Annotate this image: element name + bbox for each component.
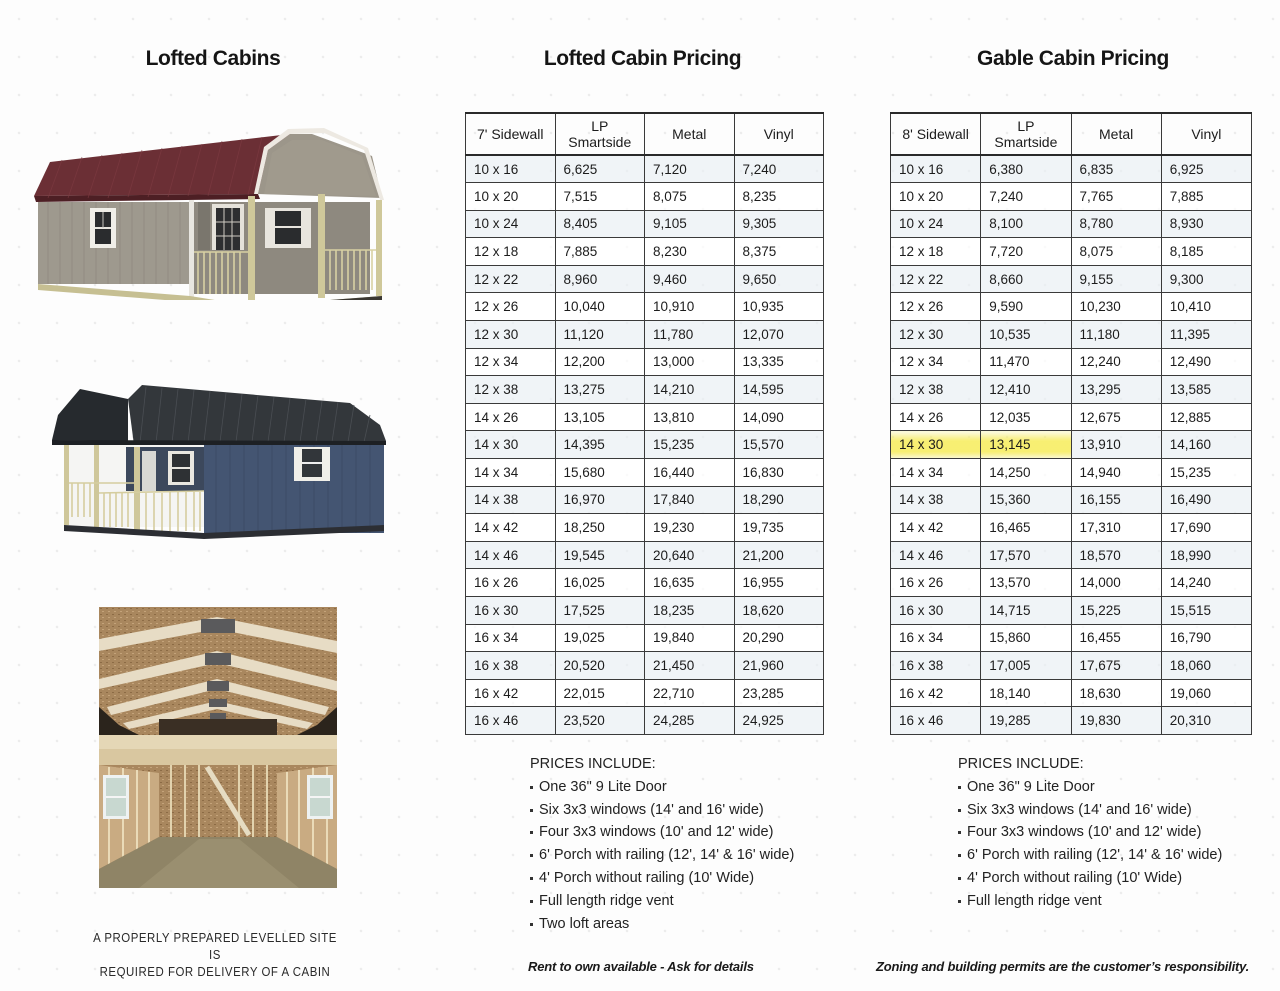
metal-price: 16,635 — [645, 569, 735, 597]
size-cell: 16 x 38 — [466, 652, 556, 680]
size-cell: 10 x 16 — [891, 155, 981, 183]
vinyl-price: 18,290 — [734, 486, 824, 514]
vinyl-price: 23,285 — [734, 679, 824, 707]
metal-price: 14,210 — [645, 376, 735, 404]
includes-list — [530, 776, 794, 936]
header-metal: Metal — [645, 113, 735, 155]
header-smartside: Smartside — [568, 134, 632, 150]
table-row — [891, 376, 1252, 404]
lp-smartside-price: 16,970 — [555, 486, 645, 514]
lp-smartside-price: 10,535 — [981, 321, 1071, 349]
table-row — [891, 210, 1252, 238]
size-cell: 14 x 34 — [466, 459, 556, 487]
includes-item: Six 3x3 windows (14' and 16' wide) — [530, 799, 794, 822]
size-cell: 16 x 46 — [891, 707, 981, 735]
lp-smartside-price: 6,625 — [555, 155, 645, 183]
lp-smartside-price: 17,525 — [555, 597, 645, 625]
table-row — [466, 541, 824, 569]
metal-price: 8,075 — [645, 183, 735, 211]
size-cell: 14 x 26 — [891, 403, 981, 431]
metal-price: 16,440 — [645, 459, 735, 487]
size-cell: 12 x 30 — [891, 321, 981, 349]
vinyl-price: 16,955 — [734, 569, 824, 597]
table-header-row — [891, 113, 1252, 155]
table-row — [466, 348, 824, 376]
vinyl-price: 18,620 — [734, 597, 824, 625]
metal-price: 9,155 — [1071, 265, 1161, 293]
vinyl-price: 8,375 — [734, 238, 824, 266]
vinyl-price: 12,490 — [1161, 348, 1251, 376]
vinyl-price: 12,885 — [1161, 403, 1251, 431]
table-row — [891, 431, 1252, 459]
lofted-pricing-table — [465, 112, 824, 735]
lp-smartside-price: 15,680 — [555, 459, 645, 487]
metal-price: 16,155 — [1071, 486, 1161, 514]
lofted-table-body — [466, 155, 824, 734]
size-cell: 14 x 38 — [466, 486, 556, 514]
table-row — [466, 679, 824, 707]
vinyl-price: 16,490 — [1161, 486, 1251, 514]
size-cell: 12 x 34 — [466, 348, 556, 376]
lofted-cabin-blue-image — [50, 375, 386, 540]
size-cell: 12 x 18 — [891, 238, 981, 266]
lp-smartside-price: 19,025 — [555, 624, 645, 652]
metal-price: 14,000 — [1071, 569, 1161, 597]
lp-smartside-price: 8,405 — [555, 210, 645, 238]
size-cell: 16 x 42 — [466, 679, 556, 707]
zoning-permits-note: Zoning and building permits are the customer’s responsibility. — [876, 959, 1250, 974]
table-row — [466, 376, 824, 404]
includes-item: Full length ridge vent — [530, 890, 794, 913]
lp-smartside-price: 16,025 — [555, 569, 645, 597]
table-row — [891, 459, 1252, 487]
size-cell: 12 x 18 — [466, 238, 556, 266]
size-cell: 10 x 16 — [466, 155, 556, 183]
lp-smartside-price: 17,570 — [981, 541, 1071, 569]
size-cell: 12 x 22 — [466, 265, 556, 293]
table-row — [891, 569, 1252, 597]
table-row — [891, 597, 1252, 625]
lp-smartside-price: 12,035 — [981, 403, 1071, 431]
table-header-row — [466, 113, 824, 155]
lofted-cabins-title: Lofted Cabins — [145, 47, 281, 70]
table-row — [466, 624, 824, 652]
vinyl-price: 18,060 — [1161, 652, 1251, 680]
size-cell: 16 x 46 — [466, 707, 556, 735]
table-row — [891, 624, 1252, 652]
size-cell: 14 x 34 — [891, 459, 981, 487]
header-lp-smartside — [555, 113, 645, 155]
size-cell: 12 x 38 — [891, 376, 981, 404]
table-row — [466, 652, 824, 680]
vinyl-price: 13,335 — [734, 348, 824, 376]
table-row — [466, 486, 824, 514]
size-cell: 14 x 30 — [466, 431, 556, 459]
vinyl-price: 17,690 — [1161, 514, 1251, 542]
size-cell: 10 x 24 — [891, 210, 981, 238]
gable-pricing-title: Gable Cabin Pricing — [977, 47, 1169, 70]
vinyl-price: 8,185 — [1161, 238, 1251, 266]
size-cell: 16 x 26 — [891, 569, 981, 597]
size-cell: 14 x 46 — [466, 541, 556, 569]
gable-pricing-table — [890, 112, 1252, 735]
size-cell: 16 x 34 — [466, 624, 556, 652]
vinyl-price: 18,990 — [1161, 541, 1251, 569]
metal-price: 17,840 — [645, 486, 735, 514]
includes-item: 4' Porch without railing (10' Wide) — [530, 867, 794, 890]
vinyl-price: 13,585 — [1161, 376, 1251, 404]
metal-price: 15,235 — [645, 431, 735, 459]
size-cell: 14 x 46 — [891, 541, 981, 569]
lofted-cabin-tan-image — [32, 120, 384, 300]
table-row — [891, 293, 1252, 321]
metal-price: 12,675 — [1071, 403, 1161, 431]
includes-list — [958, 776, 1222, 913]
table-row — [891, 265, 1252, 293]
lp-smartside-price: 11,120 — [555, 321, 645, 349]
metal-price: 24,285 — [645, 707, 735, 735]
header-metal: Metal — [1071, 113, 1161, 155]
size-cell: 16 x 42 — [891, 679, 981, 707]
vinyl-price: 20,290 — [734, 624, 824, 652]
metal-price: 18,570 — [1071, 541, 1161, 569]
metal-price: 9,460 — [645, 265, 735, 293]
metal-price: 7,765 — [1071, 183, 1161, 211]
gable-table-body — [891, 155, 1252, 734]
rent-to-own-note: Rent to own available - Ask for details — [528, 959, 754, 974]
lp-smartside-price: 7,515 — [555, 183, 645, 211]
vinyl-price: 9,650 — [734, 265, 824, 293]
lp-smartside-price: 10,040 — [555, 293, 645, 321]
site-note-line-2: REQUIRED FOR DELIVERY OF A CABIN — [99, 964, 331, 979]
table-row — [466, 210, 824, 238]
size-cell: 16 x 30 — [891, 597, 981, 625]
metal-price: 6,835 — [1071, 155, 1161, 183]
table-row — [891, 238, 1252, 266]
size-cell: 12 x 34 — [891, 348, 981, 376]
metal-price: 18,630 — [1071, 679, 1161, 707]
metal-price: 11,780 — [645, 321, 735, 349]
includes-item: Six 3x3 windows (14' and 16' wide) — [958, 799, 1222, 822]
vinyl-price: 14,090 — [734, 403, 824, 431]
size-cell: 16 x 26 — [466, 569, 556, 597]
size-cell: 12 x 22 — [891, 265, 981, 293]
metal-price: 19,840 — [645, 624, 735, 652]
vinyl-price: 12,070 — [734, 321, 824, 349]
lp-smartside-price: 12,200 — [555, 348, 645, 376]
lp-smartside-price: 12,410 — [981, 376, 1071, 404]
metal-price: 15,225 — [1071, 597, 1161, 625]
metal-price: 19,830 — [1071, 707, 1161, 735]
vinyl-price: 10,935 — [734, 293, 824, 321]
header-size: 7' Sidewall — [466, 113, 556, 155]
vinyl-price: 15,515 — [1161, 597, 1251, 625]
metal-price: 22,710 — [645, 679, 735, 707]
metal-price: 14,940 — [1071, 459, 1161, 487]
lp-smartside-price: 13,275 — [555, 376, 645, 404]
lp-smartside-price: 13,570 — [981, 569, 1071, 597]
lp-smartside-price: 18,140 — [981, 679, 1071, 707]
lp-smartside-price: 16,465 — [981, 514, 1071, 542]
includes-heading: PRICES INCLUDE: — [958, 756, 1084, 772]
lofted-prices-include — [530, 753, 794, 935]
includes-item: 6' Porch with railing (12', 14' & 16' wide) — [530, 844, 794, 867]
includes-item: Full length ridge vent — [958, 890, 1222, 913]
table-row — [466, 321, 824, 349]
header-vinyl: Vinyl — [1161, 113, 1251, 155]
gable-prices-include — [958, 753, 1222, 913]
table-row — [891, 321, 1252, 349]
includes-item: Two loft areas — [530, 913, 794, 936]
metal-price: 17,310 — [1071, 514, 1161, 542]
lp-smartside-price: 14,250 — [981, 459, 1071, 487]
includes-heading: PRICES INCLUDE: — [530, 756, 656, 772]
metal-price: 7,120 — [645, 155, 735, 183]
metal-price: 8,780 — [1071, 210, 1161, 238]
vinyl-price: 8,930 — [1161, 210, 1251, 238]
table-row — [891, 707, 1252, 735]
size-cell: 12 x 26 — [466, 293, 556, 321]
includes-item: 6' Porch with railing (12', 14' & 16' wide) — [958, 844, 1222, 867]
includes-item: One 36" 9 Lite Door — [530, 776, 794, 799]
lp-smartside-price: 7,885 — [555, 238, 645, 266]
vinyl-price: 16,790 — [1161, 624, 1251, 652]
metal-price: 20,640 — [645, 541, 735, 569]
table-row — [466, 293, 824, 321]
metal-price: 9,105 — [645, 210, 735, 238]
size-cell: 16 x 30 — [466, 597, 556, 625]
metal-price: 10,230 — [1071, 293, 1161, 321]
vinyl-price: 14,160 — [1161, 431, 1251, 459]
header-lp-smartside — [981, 113, 1071, 155]
size-cell: 14 x 26 — [466, 403, 556, 431]
size-cell: 10 x 20 — [891, 183, 981, 211]
lp-smartside-price: 19,285 — [981, 707, 1071, 735]
lp-smartside-price: 19,545 — [555, 541, 645, 569]
lp-smartside-price: 9,590 — [981, 293, 1071, 321]
vinyl-price: 21,200 — [734, 541, 824, 569]
metal-price: 8,075 — [1071, 238, 1161, 266]
vinyl-price: 21,960 — [734, 652, 824, 680]
metal-price: 13,810 — [645, 403, 735, 431]
lp-smartside-price: 13,105 — [555, 403, 645, 431]
header-size: 8' Sidewall — [891, 113, 981, 155]
lp-smartside-price: 23,520 — [555, 707, 645, 735]
metal-price: 11,180 — [1071, 321, 1161, 349]
lp-smartside-price: 14,395 — [555, 431, 645, 459]
table-row — [891, 486, 1252, 514]
header-smartside: Smartside — [994, 134, 1058, 150]
metal-price: 17,675 — [1071, 652, 1161, 680]
vinyl-price: 19,060 — [1161, 679, 1251, 707]
table-row — [466, 403, 824, 431]
delivery-site-note — [87, 929, 342, 980]
metal-price: 12,240 — [1071, 348, 1161, 376]
metal-price: 13,295 — [1071, 376, 1161, 404]
header-lp: LP — [1017, 118, 1035, 134]
lp-smartside-price: 17,005 — [981, 652, 1071, 680]
metal-price: 16,455 — [1071, 624, 1161, 652]
lp-smartside-price: 18,250 — [555, 514, 645, 542]
table-row — [466, 707, 824, 735]
metal-price: 18,235 — [645, 597, 735, 625]
size-cell: 14 x 42 — [891, 514, 981, 542]
vinyl-price: 15,570 — [734, 431, 824, 459]
lp-smartside-price: 8,960 — [555, 265, 645, 293]
lp-smartside-price: 15,860 — [981, 624, 1071, 652]
table-row — [891, 403, 1252, 431]
lp-smartside-price: 6,380 — [981, 155, 1071, 183]
site-note-line-1: A PROPERLY PREPARED LEVELLED SITE IS — [93, 930, 337, 962]
vinyl-price: 14,595 — [734, 376, 824, 404]
includes-item: One 36" 9 Lite Door — [958, 776, 1222, 799]
lp-smartside-price: 20,520 — [555, 652, 645, 680]
cabin-interior-image — [99, 607, 337, 888]
size-cell: 16 x 38 — [891, 652, 981, 680]
size-cell: 12 x 38 — [466, 376, 556, 404]
vinyl-price: 15,235 — [1161, 459, 1251, 487]
includes-item: Four 3x3 windows (10' and 12' wide) — [530, 821, 794, 844]
vinyl-price: 19,735 — [734, 514, 824, 542]
vinyl-price: 24,925 — [734, 707, 824, 735]
size-cell: 16 x 34 — [891, 624, 981, 652]
lp-smartside-price: 7,720 — [981, 238, 1071, 266]
size-cell: 12 x 26 — [891, 293, 981, 321]
table-row — [466, 431, 824, 459]
vinyl-price: 11,395 — [1161, 321, 1251, 349]
size-cell: 14 x 30 — [891, 431, 981, 459]
table-row — [891, 348, 1252, 376]
table-row — [466, 569, 824, 597]
metal-price: 13,910 — [1071, 431, 1161, 459]
lp-smartside-price: 11,470 — [981, 348, 1071, 376]
lp-smartside-price: 14,715 — [981, 597, 1071, 625]
vinyl-price: 8,235 — [734, 183, 824, 211]
lp-smartside-price: 22,015 — [555, 679, 645, 707]
header-lp: LP — [591, 118, 609, 134]
table-row — [466, 265, 824, 293]
size-cell: 12 x 30 — [466, 321, 556, 349]
vinyl-price: 6,925 — [1161, 155, 1251, 183]
vinyl-price: 14,240 — [1161, 569, 1251, 597]
vinyl-price: 10,410 — [1161, 293, 1251, 321]
metal-price: 19,230 — [645, 514, 735, 542]
table-row — [466, 514, 824, 542]
table-row — [466, 597, 824, 625]
table-row — [466, 238, 824, 266]
table-row — [466, 459, 824, 487]
vinyl-price: 9,305 — [734, 210, 824, 238]
table-row — [891, 541, 1252, 569]
lp-smartside-price: 15,360 — [981, 486, 1071, 514]
header-vinyl: Vinyl — [734, 113, 824, 155]
lofted-pricing-title: Lofted Cabin Pricing — [543, 47, 742, 70]
lp-smartside-price: 8,660 — [981, 265, 1071, 293]
vinyl-price: 7,240 — [734, 155, 824, 183]
table-row — [466, 155, 824, 183]
vinyl-price: 9,300 — [1161, 265, 1251, 293]
metal-price: 8,230 — [645, 238, 735, 266]
lp-smartside-price: 8,100 — [981, 210, 1071, 238]
table-row — [891, 155, 1252, 183]
includes-item: Four 3x3 windows (10' and 12' wide) — [958, 821, 1222, 844]
metal-price: 10,910 — [645, 293, 735, 321]
vinyl-price: 16,830 — [734, 459, 824, 487]
table-row — [466, 183, 824, 211]
metal-price: 13,000 — [645, 348, 735, 376]
table-row — [891, 679, 1252, 707]
table-row — [891, 652, 1252, 680]
vinyl-price: 20,310 — [1161, 707, 1251, 735]
metal-price: 21,450 — [645, 652, 735, 680]
table-row — [891, 514, 1252, 542]
size-cell: 10 x 20 — [466, 183, 556, 211]
size-cell: 14 x 38 — [891, 486, 981, 514]
size-cell: 10 x 24 — [466, 210, 556, 238]
size-cell: 14 x 42 — [466, 514, 556, 542]
lp-smartside-price: 13,145 — [981, 431, 1071, 459]
includes-item: 4' Porch without railing (10' Wide) — [958, 867, 1222, 890]
vinyl-price: 7,885 — [1161, 183, 1251, 211]
lp-smartside-price: 7,240 — [981, 183, 1071, 211]
table-row — [891, 183, 1252, 211]
